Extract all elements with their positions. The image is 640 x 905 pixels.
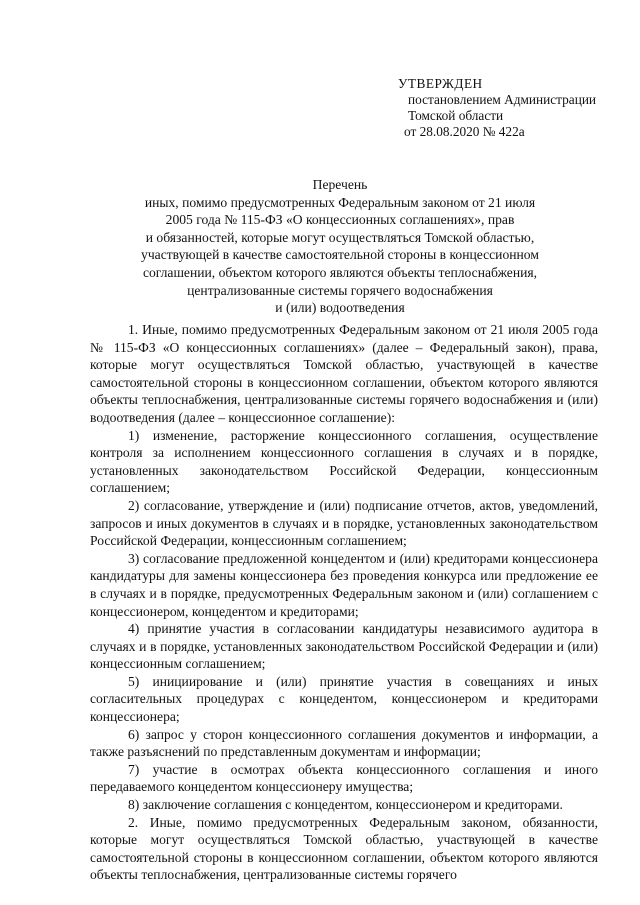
- document-body: [90, 321, 598, 884]
- approval-date-line: от 28.08.2020 № 422а: [404, 124, 525, 139]
- title-line: централизованные системы горячего водоснабжения: [187, 282, 493, 298]
- document-title: Перечень: [312, 177, 368, 192]
- approval-decree-line: постановлением Администрации: [408, 92, 597, 107]
- section-paragraph: 1. Иные, помимо предусмотренных Федеральным законом от 21 июля 2005 года № 115-ФЗ «О концессионных соглашениях» (далее – Федеральный закон), права, которые могут осуществляться Томской областью, участвующей в качестве самостоятельной стороны в концессионном соглашении, объектом которого являются объекты теплоснабжения, централизованные системы горячего водоснабжения и (или) водоотведения (далее – концессионное соглашение):: [90, 322, 598, 425]
- list-item: 2) согласование, утверждение и (или) подписание отчетов, актов, уведомлений, запросов и иных документов в случаях и в порядке, установленных законодательством Российской Федерации, концессионным соглашением;: [90, 497, 598, 549]
- title-line: и обязанностей, которые могут осуществляться Томской областью,: [145, 229, 535, 245]
- list-item: 7) участие в осмотрах объекта концессионного соглашения и иного передаваемого концедентом концессионеру имущества;: [90, 761, 598, 795]
- title-line: иных, помимо предусмотренных Федеральным законом от 21 июля: [144, 194, 536, 210]
- title-line: участвующей в качестве самостоятельной стороны в концессионном: [141, 247, 539, 263]
- list-item: 5) инициирование и (или) принятие участия в совещаниях и иных согласительных процедурах с концедентом, концессионером и кредиторами концессионера;: [90, 673, 598, 725]
- list-item: 6) запрос у сторон концессионного соглашения документов и информации, а также разъяснений по представленным документам и информации;: [90, 726, 598, 760]
- approval-region-line: Томской области: [408, 108, 504, 123]
- document-title-block: [90, 176, 590, 317]
- approval-stamp-block: [398, 76, 628, 140]
- section-paragraph: 2. Иные, помимо предусмотренных Федеральным законом, обязанности, которые могут осуществляться Томской областью, участвующей в качестве самостоятельной стороны в концессионном соглашении, объектом которого являются объекты теплоснабжения, централизованные системы горячего: [90, 814, 598, 883]
- list-item: 3) согласование предложенной концедентом и (или) кредиторами концессионера кандидатуры для замены концессионера без проведения конкурса или предложение ее в случаях и в порядке, предусмотренных Федеральным законом и (или) соглашением с концессионером, концедентом и кредиторами;: [90, 550, 598, 619]
- approval-heading: УТВЕРЖДЕН: [398, 76, 483, 91]
- list-item: 8) заключение соглашения с концедентом, концессионером и кредиторами.: [128, 797, 563, 813]
- title-line: соглашении, объектом которого являются объекты теплоснабжения,: [142, 264, 538, 280]
- title-line: и (или) водоотведения: [275, 300, 405, 316]
- list-item: 1) изменение, расторжение концессионного соглашения, осуществление контроля за исполнением концессионного соглашения в случаях и в порядке, установленных законодательством Российской Федерации, концессионным соглашением;: [90, 427, 598, 496]
- title-line: 2005 года № 115-ФЗ «О концессионных соглашениях», прав: [165, 212, 515, 228]
- list-item: 4) принятие участия в согласовании кандидатуры независимого аудитора в случаях и в порядке, установленных законодательством Российской Федерации и (или) концессионным соглашением;: [90, 621, 598, 672]
